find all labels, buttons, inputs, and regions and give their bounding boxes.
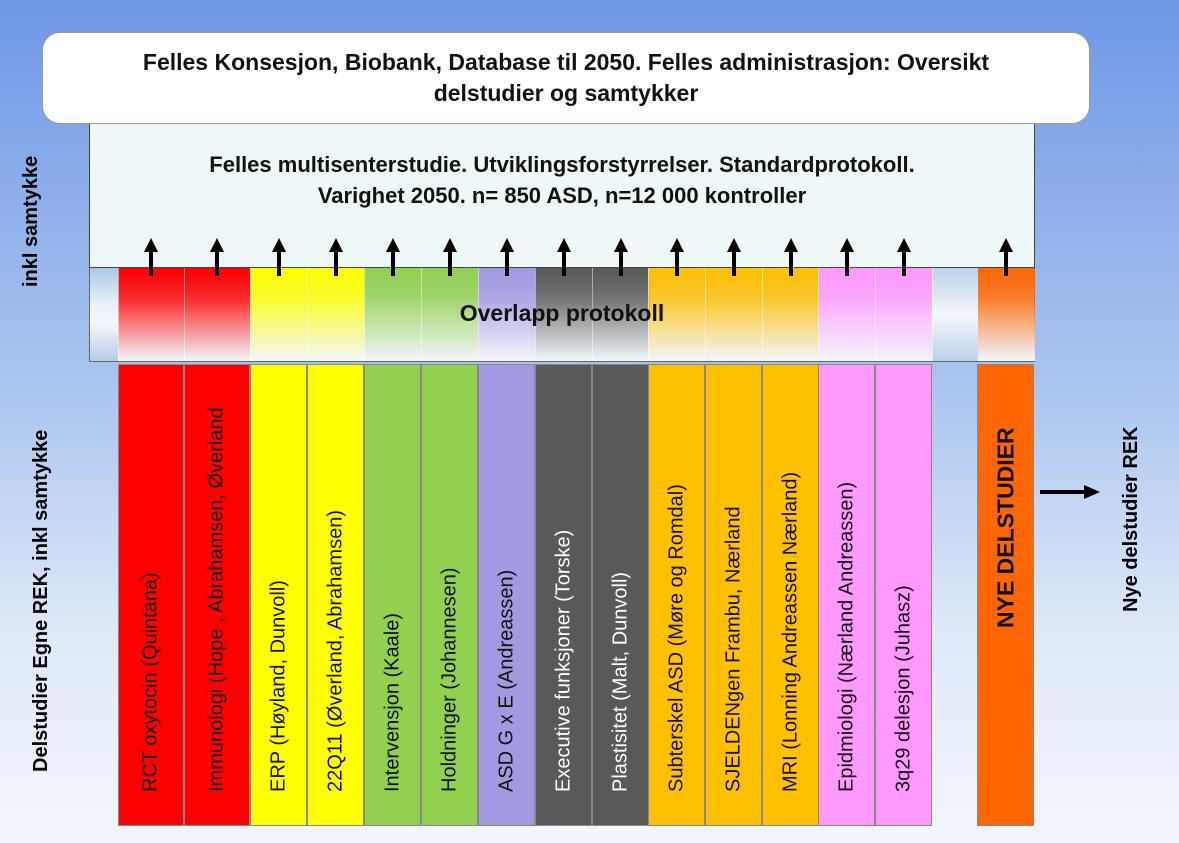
consortium-header-box (42, 32, 1090, 124)
substudy-column (705, 364, 762, 826)
up-arrow-icon (442, 238, 458, 276)
substudy-label: Epidmiologi (Nærland Andreassen) (835, 481, 857, 792)
substudy-column (875, 364, 932, 826)
right-label-new-rek: Nye delstudier REK (1120, 426, 1142, 612)
up-arrow-icon (385, 238, 401, 276)
substudy-label: 3q29 delesjon (Juhasz) (892, 585, 914, 792)
up-arrow-icon (783, 238, 799, 276)
up-arrow-icon (896, 238, 912, 276)
overlap-protocol-label: Overlapp protokoll (459, 300, 665, 326)
substudy-column (478, 364, 535, 826)
up-arrow-icon (998, 238, 1014, 276)
up-arrow-icon (613, 238, 629, 276)
substudy-label: Intervensjon (Kaale) (381, 613, 403, 792)
left-label-lower: Delstudier Egne REK, inkl samtykke (30, 429, 52, 772)
substudy-column (592, 364, 649, 826)
header-line-1: Felles Konsesjon, Biobank, Database til 2050. Felles administrasjon: Oversikt (142, 49, 990, 75)
up-arrow-icon (726, 238, 742, 276)
substudy-label: Immunologi (Hope , Abrahamsen, Øverland (205, 407, 228, 792)
substudy-label: Subterskel ASD (Møre og Romdal) (665, 484, 687, 792)
up-arrow-icon (271, 238, 287, 276)
up-arrow-icon (499, 238, 515, 276)
substudy-column (118, 364, 184, 826)
substudy-label: Plastisitet (Malt, Dunvoll) (609, 571, 631, 792)
substudy-label: 22Q11 (Øverland, Abrahamsen) (324, 509, 346, 792)
substudy-column (250, 364, 307, 826)
up-arrow-icon (669, 238, 685, 276)
substudy-column (364, 364, 421, 826)
left-label-upper: inkl samtykke (20, 155, 42, 287)
up-arrow-icon (328, 238, 344, 276)
substudy-column (535, 364, 592, 826)
substudy-label: ERP (Høyland, Dunvoll) (267, 580, 289, 792)
substudy-label: NYE DELSTUDIER (992, 427, 1018, 628)
substudy-column (762, 364, 819, 826)
substudy-column (818, 364, 875, 826)
substudy-label: Holdninger (Johannesen) (438, 567, 460, 792)
header-line-2: delstudier og samtykker (433, 80, 699, 106)
substudy-column (648, 364, 705, 826)
substudy-label: RCT oxytocin (Quintana) (139, 572, 162, 792)
substudy-label: Executive funksjoner (Torske) (552, 529, 574, 792)
new-substudies-arrow (1040, 484, 1100, 500)
substudy-column (977, 364, 1034, 826)
up-arrow-icon (143, 238, 159, 276)
substudy-column (307, 364, 364, 826)
main-study-line-1: Felles multisenterstudie. Utviklingsforstyrrelser. Standardprotokoll. (209, 152, 915, 177)
up-arrow-icon (839, 238, 855, 276)
substudy-label: ASD G x E (Andreassen) (495, 569, 517, 792)
substudy-column (184, 364, 250, 826)
main-study-line-2: Varighet 2050. n= 850 ASD, n=12 000 kontroller (317, 183, 807, 208)
up-arrow-icon (556, 238, 572, 276)
up-arrow-icon (209, 238, 225, 276)
substudy-label: SJELDENgen Frambu, Nærland (722, 506, 744, 792)
substudy-column (421, 364, 478, 826)
substudy-label: MRI (Lonning Andreassen Nærland) (779, 471, 801, 792)
